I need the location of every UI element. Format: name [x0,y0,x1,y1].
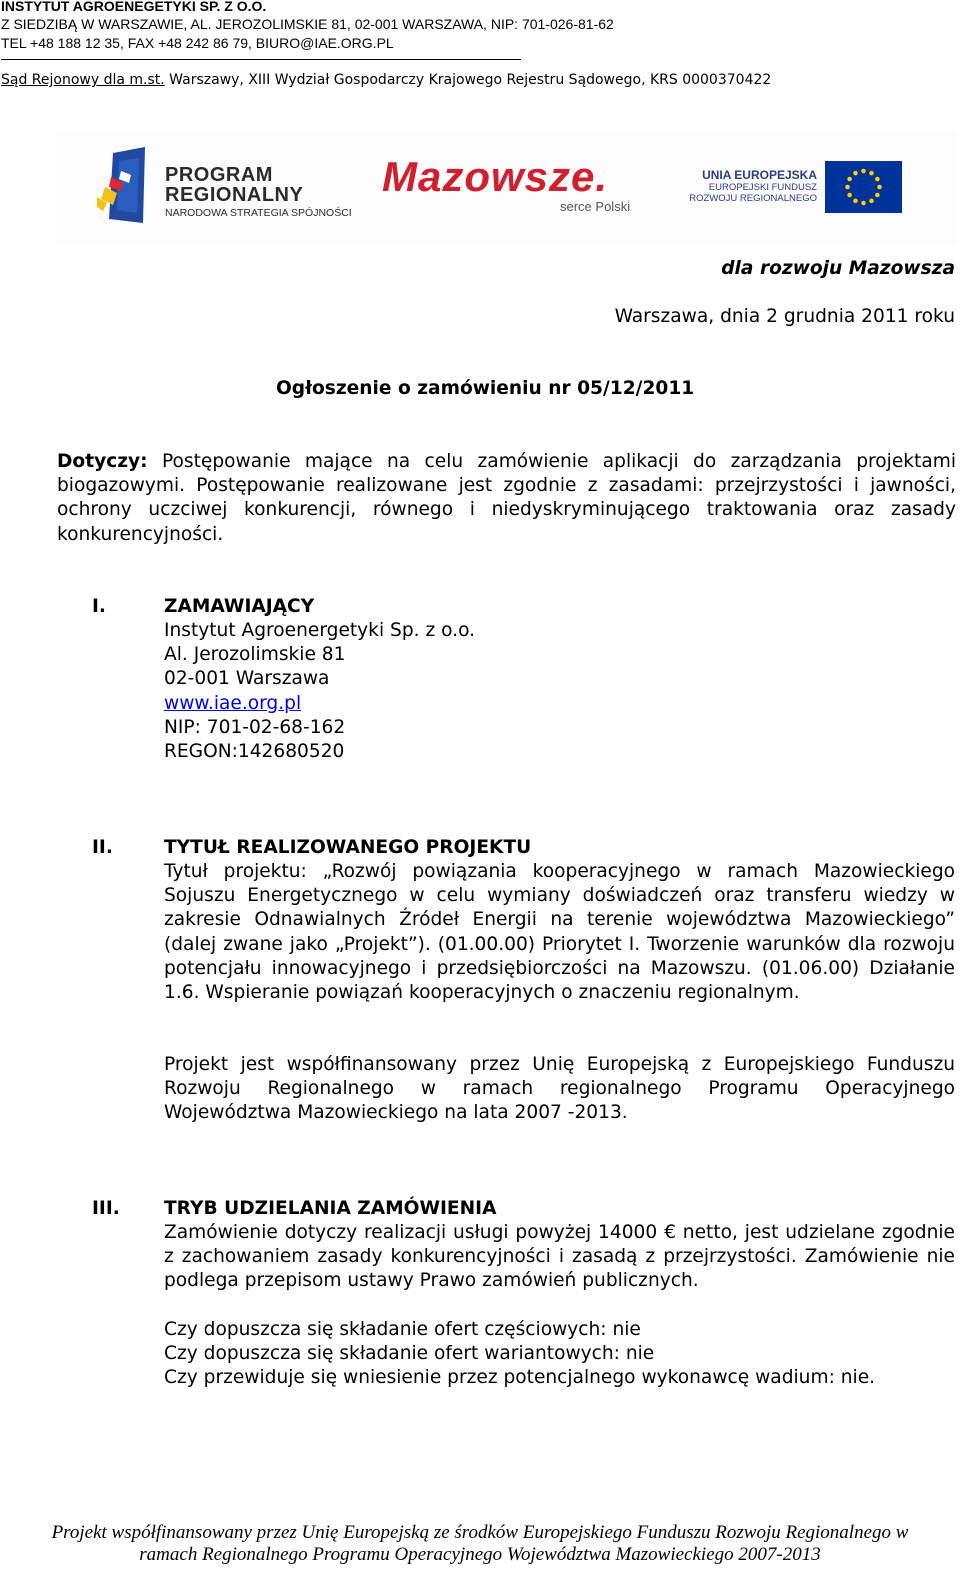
subject-text: Postępowanie mające na celu zamówienie aplikacji do zarządzania projektami biogazowymi. Postępowanie realizowane jest zgodnie z zasadami: przejrzystości i jawności, ochrony uczciwej konkurencji, równego i niedyskryminującego traktowania oraz zasady konkurencyjności. [57,451,956,545]
eu-star-icon [853,171,858,176]
tagline: dla rozwoju Mazowsza [721,258,955,279]
eu-line-3: ROZWOJU REGIONALNEGO [689,193,817,204]
eu-star-icon [847,177,852,182]
eu-star-icon [853,199,858,204]
mazowsze-logo: Mazowsze. [382,153,609,200]
eu-star-icon [861,201,866,206]
buyer-regon: REGON:142680520 [164,741,345,763]
deposit-line: Czy przewiduje się wniesienie przez potencjalnego wykonawcę wadium: nie. [164,1367,876,1389]
footer-line-2: ramach Regionalnego Programu Operacyjnego Województwa Mazowieckiego 2007-2013 [139,1544,821,1565]
date-line: Warszawa, dnia 2 grudnia 2011 roku [614,306,955,327]
eu-label [677,168,817,204]
procedure-paragraph: Zamówienie dotyczy realizacji usługi powyżej 14000 € netto, jest udzielane zgodnie z zachowaniem zasady konkurencyjności i zasadą z przejrzystości. Zamówienie nie podlega przepisom ustawy Prawo zamówień publicznych. [164,1222,955,1292]
eu-line-2: EUROPEJSKI FUNDUSZ [708,182,817,193]
tender-conditions [164,1318,875,1391]
court-registry-rest: Warszawy, XIII Wydział Gospodarczy Krajowego Rejestru Sądowego, KRS 0000370422 [164,72,772,88]
eu-line-1: UNIA EUROPEJSKA [702,168,817,182]
project-title-paragraph: Tytuł projektu: „Rozwój powiązania kooperacyjnego w ramach Mazowieckiego Sojuszu Energetycznego w celu wymiany doświadczeń oraz transferu wiedzy w zakresie Odnawialnych Źródeł Energii na terenie województwa Mazowieckiego” (dalej zwane jako „Projekt”). (01.00.00) Priorytet I. Tworzenie warunków dla rozwoju potencjału innowacyjnego i przedsiębiorczości na Mazowszu. (01.06.00) Działanie 1.6. Wspieranie powiązań kooperacyjnych o znaczeniu regionalnym. [164,861,955,1004]
company-name: INSTYTUT AGROENEGETYKI SP. Z O.O. [1,0,267,14]
variant-offers-line: Czy dopuszcza się składanie ofert wariantowych: nie [164,1343,655,1365]
eu-star-icon [845,185,850,190]
eu-flag-icon [825,161,902,213]
program-line-3: NARODOWA STRATEGIA SPÓJNOŚCI [165,207,352,219]
header-divider [1,59,521,60]
partial-offers-line: Czy dopuszcza się składanie ofert częściowych: nie [164,1319,641,1340]
program-regionalny-logo [97,147,159,229]
footer-line-1: Projekt współfinansowany przez Unię Europejską ze środków Europejskiego Funduszu Rozwoju Regionalnego w [51,1522,909,1543]
section-1-number: I. [92,596,106,617]
buyer-nip: NIP: 701-02-68-162 [164,716,346,738]
buyer-city: 02-001 Warszawa [164,668,330,690]
eu-star-icon [875,177,880,182]
program-line-1: PROGRAM [165,164,273,186]
mazowsze-tagline: serce Polski [560,199,631,214]
section-3-heading: TRYB UDZIELANIA ZAMÓWIENIA [164,1198,497,1219]
program-line-2: REGIONALNY [165,184,304,206]
subject-label: Dotyczy: [57,451,148,472]
section-2-number: II. [92,837,113,858]
document-title: Ogłoszenie o zamówieniu nr 05/12/2011 [276,378,695,399]
buyer-website-link[interactable]: www.iae.org.pl [164,692,302,714]
footer-note [0,1522,960,1566]
court-registry [1,72,771,88]
cofinancing-paragraph: Projekt jest współfinansowany przez Unię Europejską z Europejskiego Funduszu Rozwoju Regionalnego w ramach regionalnego Programu Operacyjnego Województwa Mazowieckiego na lata 2007 -2013. [164,1054,955,1124]
buyer-details [164,619,475,764]
eu-star-icon [847,193,852,198]
eu-star-icon [869,171,874,176]
subject-paragraph [57,450,956,547]
buyer-street: Al. Jerozolimskie 81 [164,644,346,666]
eu-star-icon [875,193,880,198]
section-2-heading: TYTUŁ REALIZOWANEGO PROJEKTU [164,837,532,858]
eu-star-icon [877,185,882,190]
eu-star-icon [869,199,874,204]
company-address: Z SIEDZIBĄ W WARSZAWIE, AL. JEROZOLIMSKIE 81, 02-001 WARSZAWA, NIP: 701-026-81-62 [1,16,614,32]
eu-star-icon [861,169,866,174]
court-registry-prefix: Sąd Rejonowy dla m.st. [1,72,165,88]
logo-band [57,131,957,245]
buyer-name: Instytut Agroenergetyki Sp. z o.o. [164,620,476,641]
program-regionalny-text [165,165,352,219]
section-3-number: III. [92,1198,120,1219]
section-1-heading: ZAMAWIAJĄCY [164,596,315,617]
company-contact: TEL +48 188 12 35, FAX +48 242 86 79, BIURO@IAE.ORG.PL [1,35,394,51]
